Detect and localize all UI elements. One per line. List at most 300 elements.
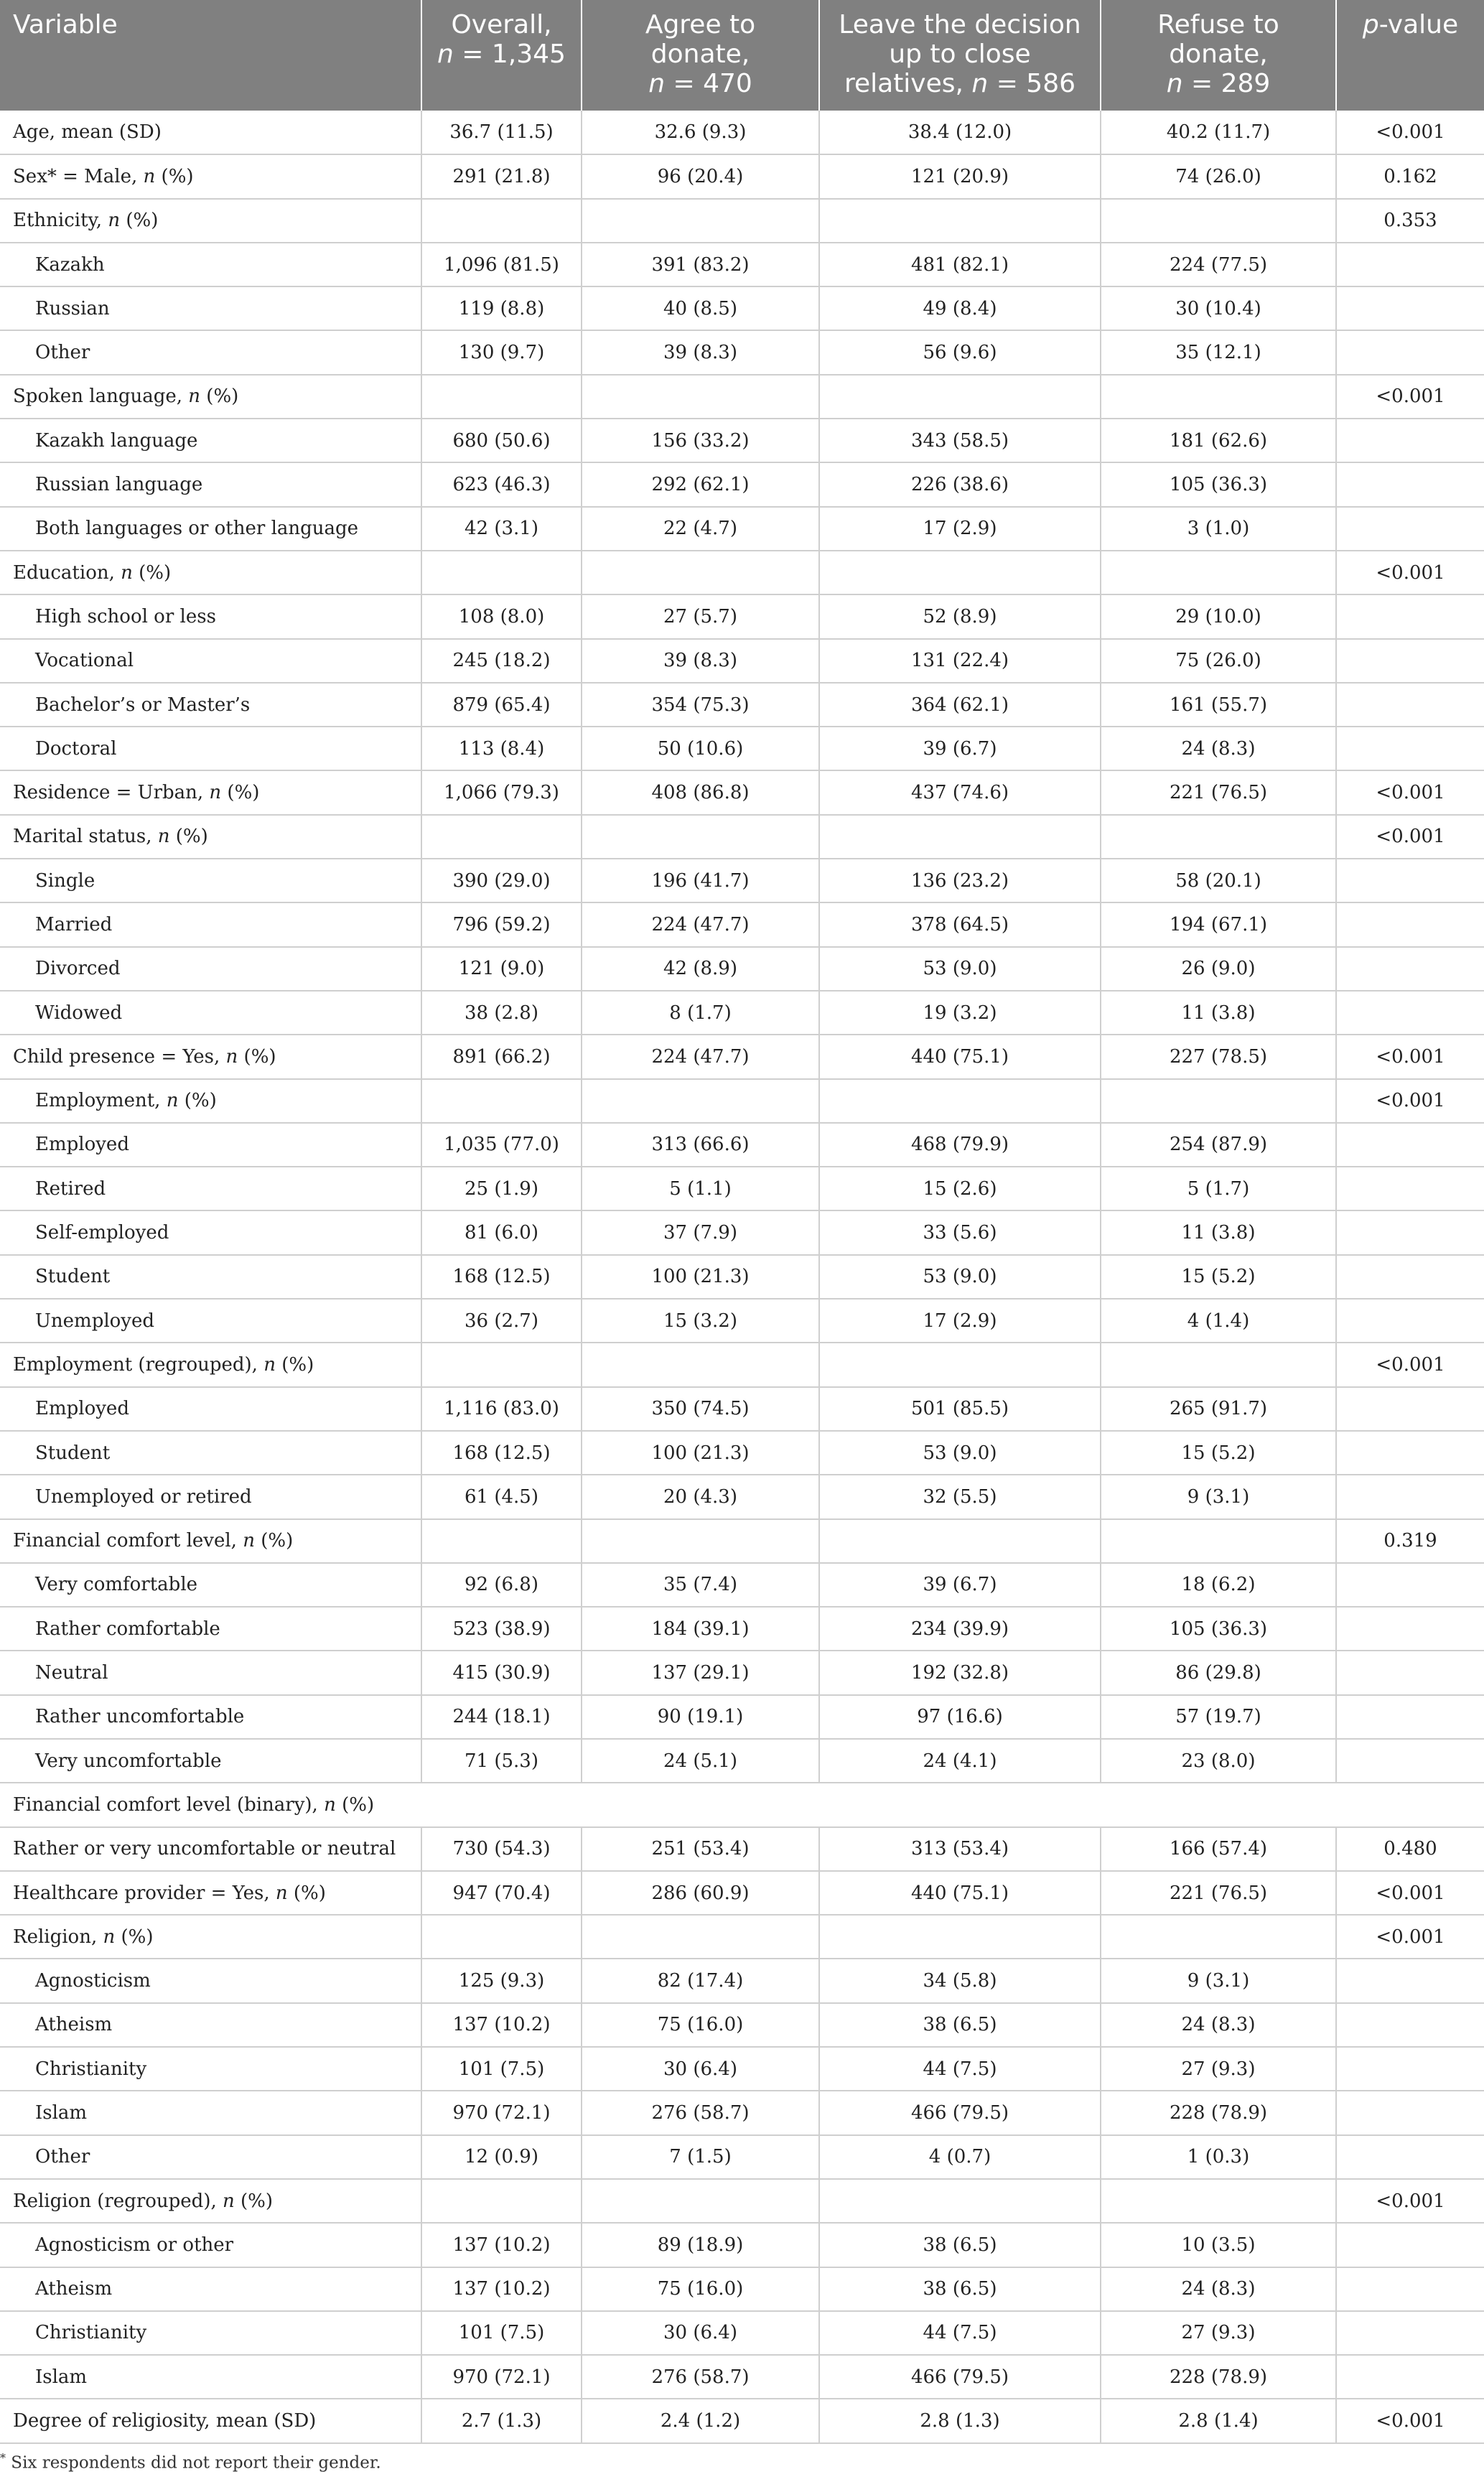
- row-label: Other: [0, 330, 421, 374]
- value-cell: 4 (0.7): [819, 2135, 1101, 2179]
- value-cell: 196 (41.7): [582, 859, 819, 902]
- value-cell: 81 (6.0): [421, 1210, 582, 1254]
- value-cell: 5 (1.1): [582, 1167, 819, 1210]
- value-cell: 970 (72.1): [421, 2091, 582, 2134]
- row-label: Employed: [0, 1123, 421, 1167]
- p-value-cell: [1336, 947, 1484, 991]
- value-cell: [582, 1519, 819, 1563]
- value-cell: [582, 815, 819, 859]
- value-cell: 35 (7.4): [582, 1563, 819, 1607]
- value-cell: 30 (6.4): [582, 2047, 819, 2091]
- table-row: [0, 1739, 1484, 1783]
- value-cell: 23 (8.0): [1101, 1739, 1336, 1783]
- value-cell: [819, 1079, 1101, 1123]
- p-value-cell: [1336, 1167, 1484, 1210]
- value-cell: [421, 375, 582, 419]
- value-cell: 390 (29.0): [421, 859, 582, 902]
- value-cell: 730 (54.3): [421, 1827, 582, 1871]
- footnote: [0, 2451, 381, 2473]
- p-value-cell: 0.353: [1336, 199, 1484, 243]
- table-row: [0, 1959, 1484, 2002]
- value-cell: 15 (5.2): [1101, 1255, 1336, 1299]
- value-cell: 156 (33.2): [582, 419, 819, 462]
- row-label: Ethnicity, n (%): [0, 199, 421, 243]
- value-cell: 4 (1.4): [1101, 1299, 1336, 1343]
- footnote-marker: *: [0, 2451, 6, 2465]
- value-cell: 226 (38.6): [819, 462, 1101, 506]
- value-cell: 50 (10.6): [582, 727, 819, 770]
- table-row: [0, 507, 1484, 551]
- table-row: [0, 199, 1484, 243]
- value-cell: 254 (87.9): [1101, 1123, 1336, 1167]
- value-cell: 11 (3.8): [1101, 1210, 1336, 1254]
- table-row: [0, 1695, 1484, 1739]
- value-cell: [1101, 551, 1336, 594]
- value-cell: [819, 1519, 1101, 1563]
- value-cell: 61 (4.5): [421, 1475, 582, 1518]
- value-cell: 10 (3.5): [1101, 2223, 1336, 2267]
- p-value-cell: <0.001: [1336, 1871, 1484, 1915]
- p-value-cell: [1336, 1563, 1484, 1607]
- p-value-cell: [1336, 2223, 1484, 2267]
- value-cell: 1,096 (81.5): [421, 243, 582, 286]
- table-row: [0, 1607, 1484, 1651]
- value-cell: [819, 1343, 1101, 1386]
- table-row: [0, 1783, 1484, 1826]
- table-row: [0, 2003, 1484, 2047]
- value-cell: [421, 1079, 582, 1123]
- value-cell: 121 (20.9): [819, 154, 1101, 198]
- table-row: [0, 991, 1484, 1035]
- table-row: [0, 727, 1484, 770]
- value-cell: 75 (16.0): [582, 2003, 819, 2047]
- table-row: [0, 859, 1484, 902]
- p-value-cell: [1336, 2355, 1484, 2399]
- p-value-cell: [1336, 594, 1484, 638]
- value-cell: 96 (20.4): [582, 154, 819, 198]
- value-cell: 224 (77.5): [1101, 243, 1336, 286]
- value-cell: 181 (62.6): [1101, 419, 1336, 462]
- table-row: [0, 462, 1484, 506]
- value-cell: [582, 1915, 819, 1959]
- value-cell: 168 (12.5): [421, 1431, 582, 1475]
- table-row: [0, 2135, 1484, 2179]
- value-cell: 42 (3.1): [421, 507, 582, 551]
- value-cell: 101 (7.5): [421, 2047, 582, 2091]
- value-cell: 22 (4.7): [582, 507, 819, 551]
- value-cell: 276 (58.7): [582, 2091, 819, 2134]
- value-cell: 265 (91.7): [1101, 1387, 1336, 1431]
- row-label: Married: [0, 902, 421, 946]
- p-value-cell: <0.001: [1336, 1035, 1484, 1078]
- p-value-cell: 0.480: [1336, 1827, 1484, 1871]
- row-label: Divorced: [0, 947, 421, 991]
- value-cell: 891 (66.2): [421, 1035, 582, 1078]
- value-cell: 1 (0.3): [1101, 2135, 1336, 2179]
- p-value-cell: [1336, 419, 1484, 462]
- value-cell: 42 (8.9): [582, 947, 819, 991]
- row-label: Christianity: [0, 2047, 421, 2091]
- value-cell: 30 (10.4): [1101, 286, 1336, 330]
- value-cell: 38.4 (12.0): [819, 111, 1101, 154]
- value-cell: 184 (39.1): [582, 1607, 819, 1651]
- p-value-cell: [1336, 991, 1484, 1035]
- value-cell: 121 (9.0): [421, 947, 582, 991]
- value-cell: 244 (18.1): [421, 1695, 582, 1739]
- value-cell: 19 (3.2): [819, 991, 1101, 1035]
- value-cell: 36 (2.7): [421, 1299, 582, 1343]
- table-row: [0, 1915, 1484, 1959]
- value-cell: 44 (7.5): [819, 2311, 1101, 2355]
- p-value-cell: [1336, 507, 1484, 551]
- value-cell: 39 (8.3): [582, 330, 819, 374]
- row-label: Student: [0, 1431, 421, 1475]
- table-row: [0, 815, 1484, 859]
- table-row: [0, 1651, 1484, 1694]
- value-cell: 468 (79.9): [819, 1123, 1101, 1167]
- value-cell: 796 (59.2): [421, 902, 582, 946]
- table-row: [0, 1827, 1484, 1871]
- row-label: Very uncomfortable: [0, 1739, 421, 1783]
- p-value-cell: 0.319: [1336, 1519, 1484, 1563]
- value-cell: 33 (5.6): [819, 1210, 1101, 1254]
- value-cell: 291 (21.8): [421, 154, 582, 198]
- value-cell: 53 (9.0): [819, 947, 1101, 991]
- p-value-cell: <0.001: [1336, 375, 1484, 419]
- table-row: [0, 1431, 1484, 1475]
- row-label: Doctoral: [0, 727, 421, 770]
- value-cell: 501 (85.5): [819, 1387, 1101, 1431]
- value-cell: 39 (8.3): [582, 639, 819, 683]
- header-p-value: p-value: [1336, 0, 1484, 111]
- value-cell: [1101, 1915, 1336, 1959]
- value-cell: [582, 2179, 819, 2223]
- value-cell: 38 (2.8): [421, 991, 582, 1035]
- value-cell: 234 (39.9): [819, 1607, 1101, 1651]
- value-cell: 245 (18.2): [421, 639, 582, 683]
- table-row: [0, 1343, 1484, 1386]
- table-row: [0, 1123, 1484, 1167]
- row-label: Financial comfort level (binary), n (%): [0, 1783, 1484, 1826]
- value-cell: 92 (6.8): [421, 1563, 582, 1607]
- row-label: Very comfortable: [0, 1563, 421, 1607]
- value-cell: 32 (5.5): [819, 1475, 1101, 1518]
- p-value-cell: <0.001: [1336, 111, 1484, 154]
- value-cell: 100 (21.3): [582, 1255, 819, 1299]
- value-cell: 108 (8.0): [421, 594, 582, 638]
- p-value-cell: [1336, 859, 1484, 902]
- value-cell: 364 (62.1): [819, 683, 1101, 727]
- row-label: Child presence = Yes, n (%): [0, 1035, 421, 1078]
- value-cell: 53 (9.0): [819, 1431, 1101, 1475]
- value-cell: 343 (58.5): [819, 419, 1101, 462]
- value-cell: 38 (6.5): [819, 2003, 1101, 2047]
- value-cell: 350 (74.5): [582, 1387, 819, 1431]
- value-cell: 221 (76.5): [1101, 770, 1336, 814]
- value-cell: 75 (16.0): [582, 2267, 819, 2311]
- value-cell: 39 (6.7): [819, 727, 1101, 770]
- value-cell: 125 (9.3): [421, 1959, 582, 2002]
- table-row: [0, 1563, 1484, 1607]
- table-row: [0, 770, 1484, 814]
- row-label: Student: [0, 1255, 421, 1299]
- table-row: [0, 947, 1484, 991]
- value-cell: [1101, 815, 1336, 859]
- value-cell: 97 (16.6): [819, 1695, 1101, 1739]
- table-row: [0, 243, 1484, 286]
- row-label: Russian: [0, 286, 421, 330]
- row-label: Both languages or other language: [0, 507, 421, 551]
- value-cell: 3 (1.0): [1101, 507, 1336, 551]
- value-cell: 378 (64.5): [819, 902, 1101, 946]
- row-label: Agnosticism or other: [0, 2223, 421, 2267]
- row-label: Agnosticism: [0, 1959, 421, 2002]
- row-label: Spoken language, n (%): [0, 375, 421, 419]
- value-cell: [582, 1079, 819, 1123]
- value-cell: 2.8 (1.4): [1101, 2399, 1336, 2442]
- value-cell: 7 (1.5): [582, 2135, 819, 2179]
- row-label: Financial comfort level, n (%): [0, 1519, 421, 1563]
- value-cell: 313 (53.4): [819, 1827, 1101, 1871]
- table-body: [0, 111, 1484, 2443]
- value-cell: 251 (53.4): [582, 1827, 819, 1871]
- value-cell: 192 (32.8): [819, 1651, 1101, 1694]
- value-cell: 89 (18.9): [582, 2223, 819, 2267]
- table-row: [0, 154, 1484, 198]
- p-value-cell: <0.001: [1336, 770, 1484, 814]
- row-label: Rather uncomfortable: [0, 1695, 421, 1739]
- table-row: [0, 594, 1484, 638]
- header-agree: Agree to donate, n = 470: [582, 0, 819, 111]
- value-cell: 24 (5.1): [582, 1739, 819, 1783]
- value-cell: 227 (78.5): [1101, 1035, 1336, 1078]
- value-cell: 27 (9.3): [1101, 2311, 1336, 2355]
- value-cell: 354 (75.3): [582, 683, 819, 727]
- value-cell: 40.2 (11.7): [1101, 111, 1336, 154]
- value-cell: 57 (19.7): [1101, 1695, 1336, 1739]
- value-cell: 24 (4.1): [819, 1739, 1101, 1783]
- header-refuse: Refuse to donate, n = 289: [1101, 0, 1336, 111]
- table-row: [0, 2047, 1484, 2091]
- table-row: [0, 2355, 1484, 2399]
- table-row: [0, 111, 1484, 154]
- p-value-cell: [1336, 902, 1484, 946]
- p-value-cell: [1336, 2003, 1484, 2047]
- header-row: [0, 0, 1484, 111]
- value-cell: [582, 199, 819, 243]
- row-label: Other: [0, 2135, 421, 2179]
- value-cell: 228 (78.9): [1101, 2091, 1336, 2134]
- value-cell: 286 (60.9): [582, 1871, 819, 1915]
- value-cell: 1,066 (79.3): [421, 770, 582, 814]
- row-label: Kazakh: [0, 243, 421, 286]
- value-cell: 15 (2.6): [819, 1167, 1101, 1210]
- row-label: Religion (regrouped), n (%): [0, 2179, 421, 2223]
- row-label: Unemployed: [0, 1299, 421, 1343]
- row-label: Atheism: [0, 2003, 421, 2047]
- table-row: [0, 2399, 1484, 2442]
- value-cell: 75 (26.0): [1101, 639, 1336, 683]
- value-cell: 27 (5.7): [582, 594, 819, 638]
- value-cell: 27 (9.3): [1101, 2047, 1336, 2091]
- value-cell: [1101, 2179, 1336, 2223]
- value-cell: 161 (55.7): [1101, 683, 1336, 727]
- value-cell: 18 (6.2): [1101, 1563, 1336, 1607]
- table-row: [0, 902, 1484, 946]
- table-row: [0, 419, 1484, 462]
- value-cell: 105 (36.3): [1101, 462, 1336, 506]
- value-cell: [1101, 1079, 1336, 1123]
- value-cell: 74 (26.0): [1101, 154, 1336, 198]
- value-cell: 5 (1.7): [1101, 1167, 1336, 1210]
- value-cell: 137 (10.2): [421, 2223, 582, 2267]
- row-label: Education, n (%): [0, 551, 421, 594]
- row-label: Degree of religiosity, mean (SD): [0, 2399, 421, 2442]
- row-label: Employment, n (%): [0, 1079, 421, 1123]
- value-cell: 224 (47.7): [582, 1035, 819, 1078]
- value-cell: 39 (6.7): [819, 1563, 1101, 1607]
- p-value-cell: [1336, 1695, 1484, 1739]
- row-label: Atheism: [0, 2267, 421, 2311]
- value-cell: 15 (3.2): [582, 1299, 819, 1343]
- row-label: Islam: [0, 2355, 421, 2399]
- table-row: [0, 683, 1484, 727]
- table-row: [0, 375, 1484, 419]
- p-value-cell: [1336, 1739, 1484, 1783]
- row-label: Marital status, n (%): [0, 815, 421, 859]
- value-cell: 623 (46.3): [421, 462, 582, 506]
- value-cell: 391 (83.2): [582, 243, 819, 286]
- value-cell: [819, 551, 1101, 594]
- value-cell: 30 (6.4): [582, 2311, 819, 2355]
- table-row: [0, 551, 1484, 594]
- row-label: Islam: [0, 2091, 421, 2134]
- value-cell: 90 (19.1): [582, 1695, 819, 1739]
- p-value-cell: [1336, 1123, 1484, 1167]
- p-value-cell: [1336, 1299, 1484, 1343]
- value-cell: 26 (9.0): [1101, 947, 1336, 991]
- row-label: Kazakh language: [0, 419, 421, 462]
- value-cell: 38 (6.5): [819, 2267, 1101, 2311]
- value-cell: [421, 2179, 582, 2223]
- value-cell: 24 (8.3): [1101, 2003, 1336, 2047]
- value-cell: 71 (5.3): [421, 1739, 582, 1783]
- row-label: Employed: [0, 1387, 421, 1431]
- value-cell: [819, 199, 1101, 243]
- value-cell: 130 (9.7): [421, 330, 582, 374]
- value-cell: 440 (75.1): [819, 1871, 1101, 1915]
- value-cell: 970 (72.1): [421, 2355, 582, 2399]
- row-label: Religion, n (%): [0, 1915, 421, 1959]
- value-cell: 221 (76.5): [1101, 1871, 1336, 1915]
- value-cell: 228 (78.9): [1101, 2355, 1336, 2399]
- value-cell: 40 (8.5): [582, 286, 819, 330]
- value-cell: 44 (7.5): [819, 2047, 1101, 2091]
- value-cell: 1,035 (77.0): [421, 1123, 582, 1167]
- p-value-cell: <0.001: [1336, 815, 1484, 859]
- p-value-cell: [1336, 462, 1484, 506]
- table-row: [0, 639, 1484, 683]
- p-value-cell: [1336, 1255, 1484, 1299]
- p-value-cell: [1336, 1959, 1484, 2002]
- header-variable: Variable: [0, 0, 421, 111]
- value-cell: 947 (70.4): [421, 1871, 582, 1915]
- row-label: High school or less: [0, 594, 421, 638]
- table-row: [0, 2179, 1484, 2223]
- value-cell: 415 (30.9): [421, 1651, 582, 1694]
- value-cell: 17 (2.9): [819, 507, 1101, 551]
- table-row: [0, 1210, 1484, 1254]
- p-value-cell: [1336, 243, 1484, 286]
- p-value-cell: [1336, 2267, 1484, 2311]
- value-cell: 82 (17.4): [582, 1959, 819, 2002]
- value-cell: 8 (1.7): [582, 991, 819, 1035]
- p-value-cell: [1336, 2091, 1484, 2134]
- value-cell: [1101, 375, 1336, 419]
- value-cell: [421, 1915, 582, 1959]
- row-label: Widowed: [0, 991, 421, 1035]
- table-row: [0, 1519, 1484, 1563]
- value-cell: 86 (29.8): [1101, 1651, 1336, 1694]
- value-cell: 53 (9.0): [819, 1255, 1101, 1299]
- table-row: [0, 1871, 1484, 1915]
- p-value-cell: <0.001: [1336, 551, 1484, 594]
- value-cell: 37 (7.9): [582, 1210, 819, 1254]
- p-value-cell: [1336, 727, 1484, 770]
- p-value-cell: [1336, 330, 1484, 374]
- p-value-cell: [1336, 2135, 1484, 2179]
- table-row: [0, 2223, 1484, 2267]
- footnote-text: Six respondents did not report their gender.: [6, 2453, 381, 2473]
- value-cell: 437 (74.6): [819, 770, 1101, 814]
- header-leave-decision: Leave the decision up to close relatives, n = 586: [819, 0, 1101, 111]
- value-cell: 523 (38.9): [421, 1607, 582, 1651]
- value-cell: [421, 1343, 582, 1386]
- value-cell: 56 (9.6): [819, 330, 1101, 374]
- p-value-cell: [1336, 1607, 1484, 1651]
- value-cell: [819, 1915, 1101, 1959]
- value-cell: 168 (12.5): [421, 1255, 582, 1299]
- value-cell: 12 (0.9): [421, 2135, 582, 2179]
- value-cell: [819, 2179, 1101, 2223]
- value-cell: [582, 1343, 819, 1386]
- header-overall: Overall, n = 1,345: [421, 0, 582, 111]
- value-cell: [421, 551, 582, 594]
- value-cell: 29 (10.0): [1101, 594, 1336, 638]
- value-cell: 24 (8.3): [1101, 727, 1336, 770]
- table-row: [0, 1475, 1484, 1518]
- value-cell: 680 (50.6): [421, 419, 582, 462]
- value-cell: [1101, 1519, 1336, 1563]
- value-cell: 313 (66.6): [582, 1123, 819, 1167]
- row-label: Residence = Urban, n (%): [0, 770, 421, 814]
- p-value-cell: [1336, 1651, 1484, 1694]
- table-row: [0, 286, 1484, 330]
- p-value-cell: [1336, 1387, 1484, 1431]
- value-cell: 105 (36.3): [1101, 1607, 1336, 1651]
- value-cell: 36.7 (11.5): [421, 111, 582, 154]
- row-label: Bachelor’s or Master’s: [0, 683, 421, 727]
- value-cell: [421, 815, 582, 859]
- p-value-cell: <0.001: [1336, 1079, 1484, 1123]
- p-value-cell: [1336, 2047, 1484, 2091]
- p-value-cell: [1336, 1210, 1484, 1254]
- value-cell: 58 (20.1): [1101, 859, 1336, 902]
- value-cell: 119 (8.8): [421, 286, 582, 330]
- row-label: Neutral: [0, 1651, 421, 1694]
- table-row: [0, 1167, 1484, 1210]
- table-row: [0, 2091, 1484, 2134]
